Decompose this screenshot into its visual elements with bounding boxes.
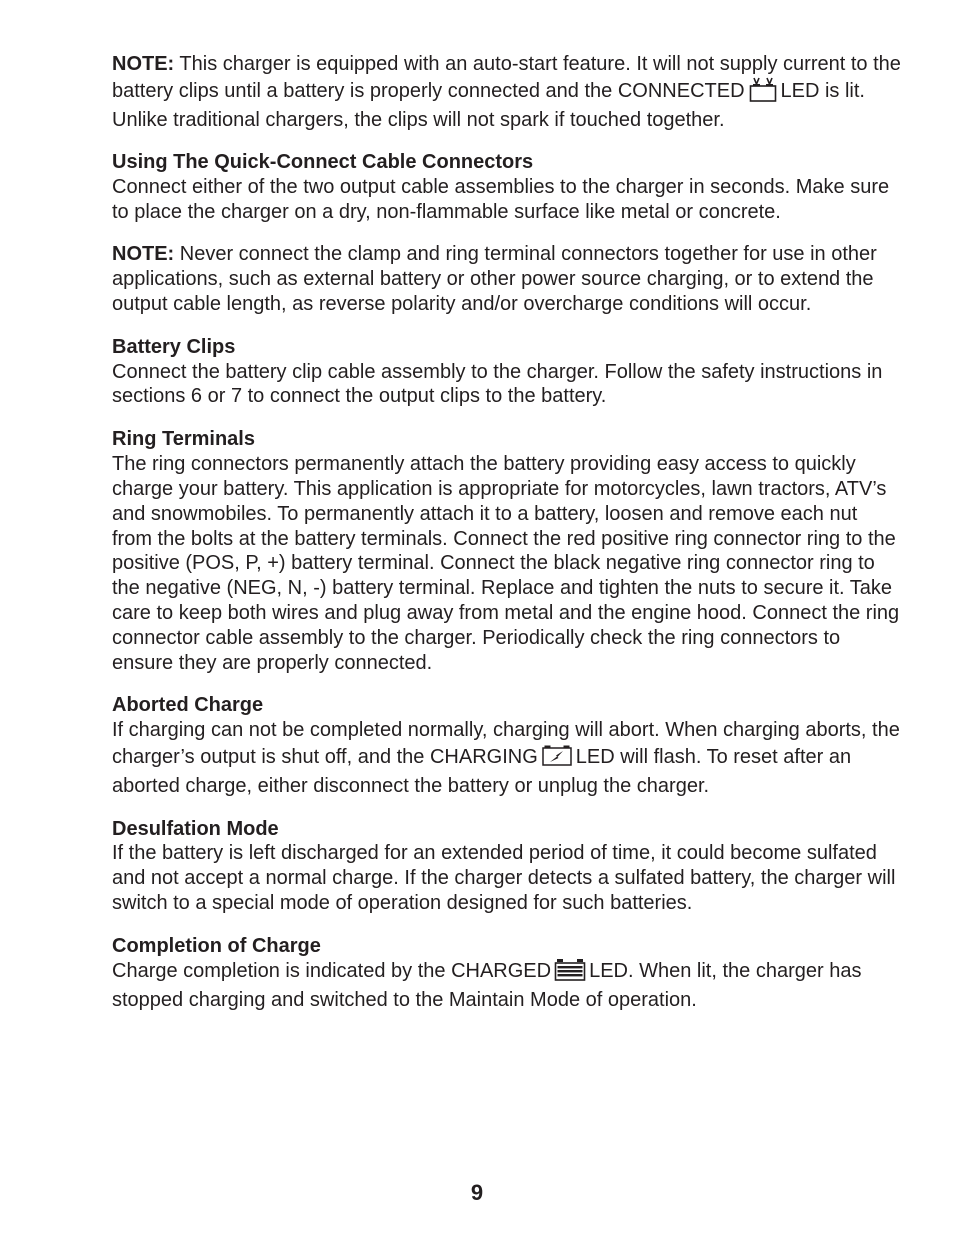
- completion-text-b: LED. When lit, the charger has stopped charging and switched to the Maintain Mode of operation.: [112, 959, 862, 1011]
- heading-completion: Completion of Charge: [112, 934, 321, 957]
- section-quick-connect: [112, 150, 902, 225]
- note-text: Never connect the clamp and ring terminal connectors together for use in other applications, such as external battery or other power source charging, or to extend the output cable length, as reverse polarity and/or overcharge conditions will occur.: [112, 243, 877, 316]
- note-never-connect: [112, 242, 902, 317]
- note-label: NOTE:: [112, 243, 175, 266]
- body-desulfation: If the battery is left discharged for an extended period of time, it could become sulfated and not accept a normal charge. If the charger detects a sulfated battery, the charger will switch to a special mode of operation designed for such batteries.: [112, 842, 896, 915]
- charged-battery-icon: [554, 959, 586, 988]
- aborted-text-b: LED will flash. To reset after an aborted charge, either disconnect the battery or unplug the charger.: [112, 746, 852, 798]
- aborted-text-a: If charging can not be completed normally, charging will abort. When charging aborts, the charger’s output is shut off, and the CHARGING: [112, 719, 900, 769]
- body-battery-clips: Connect the battery clip cable assembly to the charger. Follow the safety instructions in sections 6 or 7 to connect the output clips to the battery.: [112, 360, 883, 408]
- section-desulfation: [112, 817, 902, 917]
- connected-battery-icon: [748, 77, 778, 108]
- section-ring-terminals: [112, 427, 902, 676]
- note-text-b: LED is lit. Unlike traditional chargers, the clips will not spark if touched together.: [112, 79, 865, 131]
- section-completion: [112, 934, 902, 1013]
- heading-quick-connect: Using The Quick-Connect Cable Connectors: [112, 151, 534, 174]
- completion-text-a: Charge completion is indicated by the CHARGED: [112, 959, 552, 982]
- note-auto-start: [112, 52, 902, 133]
- heading-aborted-charge: Aborted Charge: [112, 694, 264, 717]
- heading-ring-terminals: Ring Terminals: [112, 427, 255, 450]
- body-ring-terminals: The ring connectors permanently attach the battery providing easy access to quickly charge your battery. This application is appropriate for motorcycles, lawn tractors, ATV’s and snowmobiles. To permanently attach it to a battery, loosen and remove each nut from the bolts at the battery terminals. Connect the red positive ring connector ring to the positive (POS, P, +) battery terminal. Connect the black negative ring connector ring to the negative (NEG, N, -) battery terminal. Replace and tighten the nuts to secure it. Take care to keep both wires and plug away from metal and the engine hood. Connect the ring connector cable assembly to the charger. Periodically check the ring connectors to ensure they are properly connected.: [112, 452, 900, 675]
- page-number: 9: [470, 1180, 484, 1205]
- section-battery-clips: [112, 335, 902, 410]
- section-aborted-charge: [112, 693, 902, 799]
- note-text-a: This charger is equipped with an auto-start feature. It will not supply current to the battery clips until a battery is properly connected and the CONNECTED: [112, 53, 901, 102]
- heading-desulfation: Desulfation Mode: [112, 817, 279, 840]
- charging-bolt-icon: [541, 743, 573, 774]
- manual-page: [112, 52, 902, 1012]
- heading-battery-clips: Battery Clips: [112, 335, 236, 358]
- note-label: NOTE:: [112, 53, 175, 75]
- body-quick-connect: Connect either of the two output cable assemblies to the charger in seconds. Make sure to place the charger on a dry, non-flammable surface like metal or concrete.: [112, 176, 890, 224]
